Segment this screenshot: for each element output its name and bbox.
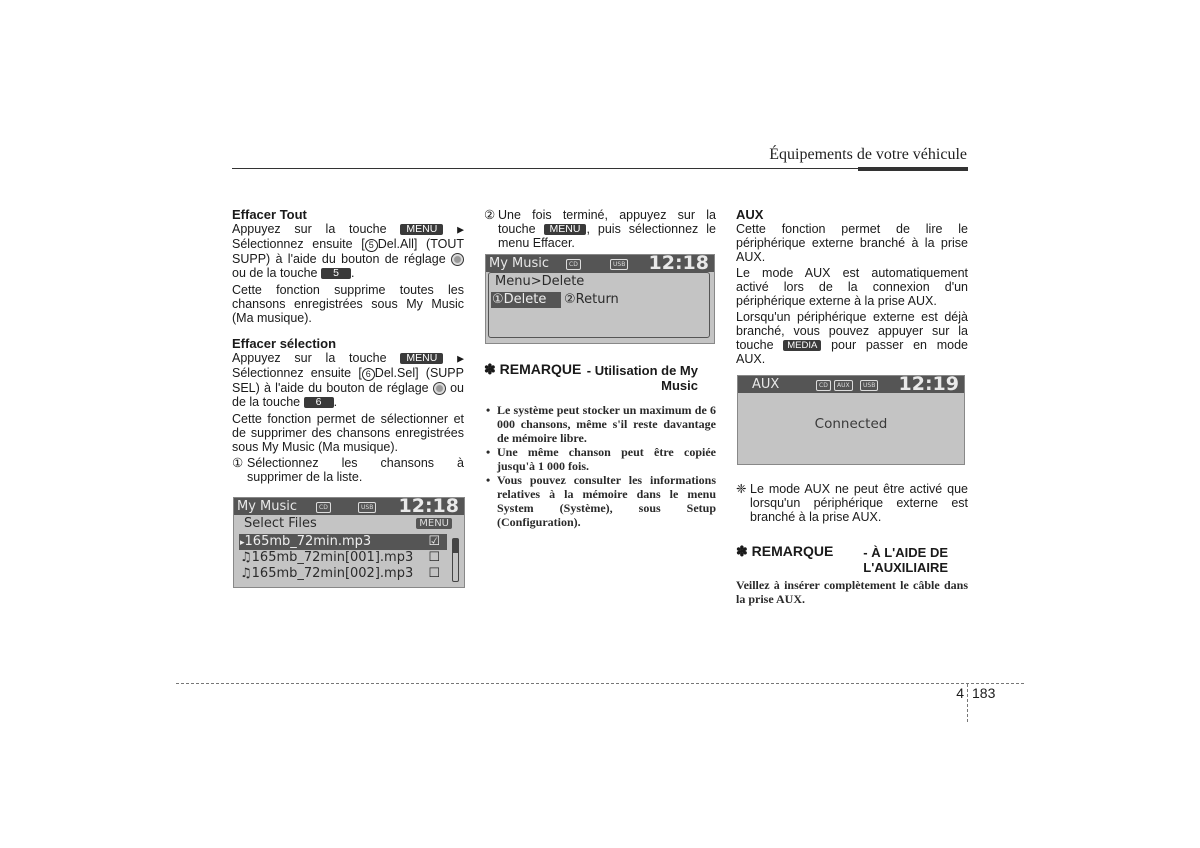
step-text xyxy=(498,208,716,250)
note-auxiliary xyxy=(736,544,968,606)
paragraph-effacer-selection: Appuyez sur la touche MENU ▶ Sélectionnez ensuite [ 6 Del.Sel] (SUPP SEL) à l'aide du bouton de réglage ou de la touche 6 . xyxy=(232,350,464,409)
note-subtitle: - À L'AIDE DE L'AUXILIAIRE xyxy=(863,545,948,575)
lcd-status-bar xyxy=(486,252,714,274)
lcd-select-files xyxy=(233,497,465,588)
file-name: 165mb_72min[001].mp3 xyxy=(251,550,414,565)
menu-key: MENU xyxy=(400,353,443,364)
music-note-icon: ♫ xyxy=(240,550,252,565)
lcd-clock: 12:18 xyxy=(398,495,459,517)
heading-effacer-selection: Effacer sélection xyxy=(232,335,337,351)
lcd-title: My Music xyxy=(489,256,550,271)
lcd-menu-tag: MENU xyxy=(416,518,452,529)
lcd-clock: 12:19 xyxy=(898,373,959,395)
text: Appuyez sur la touche xyxy=(232,350,387,365)
note-title: ✽ REMARQUE xyxy=(736,543,834,559)
lcd-clock: 12:18 xyxy=(648,252,709,274)
usb-icon: USB xyxy=(860,380,878,391)
paragraph-aux-3 xyxy=(736,310,968,366)
text: Une fois terminé, appuyez sur la touche xyxy=(498,208,716,236)
lcd-option-delete: ①Delete xyxy=(492,292,547,307)
lcd-status-bar xyxy=(738,373,964,395)
menu-key: MENU xyxy=(544,224,587,235)
text: , puis sélectionnez le menu Effacer. xyxy=(498,222,716,250)
footer-rule xyxy=(176,683,1024,684)
header-bar xyxy=(858,167,968,171)
tune-knob-icon xyxy=(451,253,464,266)
usb-icon: USB xyxy=(610,259,628,270)
text: Sélectionnez ensuite [ xyxy=(232,236,365,251)
note-title: ✽ REMARQUE xyxy=(484,361,582,377)
text: pour passer en mode AUX. xyxy=(736,338,968,366)
column-3 xyxy=(736,208,968,366)
lcd-subtitle: Select Files xyxy=(244,516,317,531)
text: Sélectionnez ensuite [ xyxy=(232,365,362,380)
checkbox-checked-icon: ☑ xyxy=(428,534,440,549)
list-item: • Le système peut stocker un maximum de 6 000 chansons, même s'il reste davantage de mémoire libre. xyxy=(484,403,716,445)
file-name: 165mb_72min.mp3 xyxy=(244,534,372,549)
text: ou de la touche xyxy=(232,265,318,280)
footer-separator xyxy=(967,684,968,722)
heading-aux: AUX xyxy=(736,207,764,222)
number-6-icon: 6 xyxy=(362,368,375,381)
list-item xyxy=(240,566,448,582)
media-key: MEDIA xyxy=(783,340,821,351)
note-heading xyxy=(736,544,968,575)
lcd-menu-delete xyxy=(485,254,715,344)
key-5: 5 xyxy=(321,268,351,279)
cd-icon: CD xyxy=(566,259,581,270)
cd-icon: CD xyxy=(316,502,331,513)
aux-note xyxy=(736,482,968,524)
usb-icon: USB xyxy=(358,502,376,513)
heading-effacer-tout: Effacer Tout xyxy=(232,207,307,222)
note-mark-icon: ❈ xyxy=(736,482,747,496)
list-item: • Vous pouvez consulter les informations relatives à la mémoire dans le menu System (Système), sous Setup (Configuration). xyxy=(484,473,716,529)
music-note-icon: ♫ xyxy=(240,566,252,581)
page-number: 183 xyxy=(972,685,996,701)
step-number: ① xyxy=(232,455,244,470)
file-name: 165mb_72min[002].mp3 xyxy=(251,566,414,581)
text: Lorsqu'un périphérique externe est déjà branché, vous pouvez appuyer sur la touche xyxy=(736,310,968,352)
lcd-title: My Music xyxy=(237,499,298,514)
note-my-music xyxy=(484,362,716,529)
column-3-lower xyxy=(736,482,968,606)
column-1 xyxy=(232,208,464,484)
step-2 xyxy=(484,208,716,250)
text: Del.All] (TOUT SUPP) à l'aide du bouton de réglage xyxy=(232,236,464,266)
arrow-right-icon: ▶ xyxy=(457,353,464,364)
checkbox-icon: ☐ xyxy=(428,566,440,581)
note-bullets xyxy=(484,403,716,529)
chapter-number: 4 xyxy=(956,685,964,701)
aux-icon: AUX xyxy=(834,380,853,391)
step-number: ② xyxy=(484,208,496,222)
lcd-aux xyxy=(737,375,965,465)
menu-key: MENU xyxy=(400,224,443,235)
cd-icon: CD xyxy=(816,380,831,391)
lcd-scrollbar-thumb xyxy=(453,539,458,553)
paragraph-effacer-tout: Appuyez sur la touche MENU ▶ Sélectionnez ensuite [ 5 Del.All] (TOUT SUPP) à l'aide du bouton de réglage ou de la touche 5 . xyxy=(232,222,464,280)
note-subtitle: - Utilisation de My Music xyxy=(586,363,698,393)
lcd-status-bar xyxy=(234,495,464,517)
tune-knob-icon xyxy=(433,382,446,395)
list-item: • Une même chanson peut être copiée jusqu'à 1 000 fois. xyxy=(484,445,716,473)
lcd-menu-path: Menu>Delete xyxy=(495,274,585,289)
lcd-status-text: Connected xyxy=(814,416,888,432)
note-body: Veillez à insérer complètement le câble dans la prise AUX. xyxy=(736,578,968,606)
lcd-scrollbar xyxy=(452,538,459,582)
page-header-title: Équipements de votre véhicule xyxy=(769,146,967,163)
column-2 xyxy=(484,208,716,250)
paragraph-aux-2: Le mode AUX est automatiquement activé lors de la connexion d'un périphérique externe à la prise AUX. xyxy=(736,266,968,308)
step-1 xyxy=(232,456,464,484)
paragraph-effacer-tout-desc: Cette fonction supprime toutes les chansons enregistrées sous My Music (Ma musique). xyxy=(232,282,464,325)
number-5-icon: 5 xyxy=(365,239,378,252)
text: Appuyez sur la touche xyxy=(232,222,387,236)
note-heading xyxy=(484,362,716,393)
play-icon: ▸ xyxy=(240,538,245,548)
text: Del.Sel] (SUPP SEL) à l'aide du bouton de réglage xyxy=(232,365,464,395)
note-text: Le mode AUX ne peut être activé que lorsqu'un périphérique externe est branché à la prise AUX. xyxy=(750,482,968,524)
lcd-file-list xyxy=(240,534,448,582)
lcd-option-return: ②Return xyxy=(564,292,619,307)
checkbox-icon: ☐ xyxy=(428,550,440,565)
paragraph-aux-1: Cette fonction permet de lire le périphérique externe branché à la prise AUX. xyxy=(736,222,968,264)
arrow-right-icon: ▶ xyxy=(457,224,464,235)
text: ou de la touche xyxy=(232,380,464,409)
step-text: Sélectionnez les chansons à supprimer de la liste. xyxy=(247,455,464,484)
paragraph-effacer-selection-desc: Cette fonction permet de sélectionner et de supprimer des chansons enregistrées sous My Music (Ma musique). xyxy=(232,411,464,454)
list-item xyxy=(240,550,448,566)
key-6: 6 xyxy=(304,397,334,408)
lcd-title: AUX xyxy=(752,377,780,392)
list-item xyxy=(240,534,448,550)
